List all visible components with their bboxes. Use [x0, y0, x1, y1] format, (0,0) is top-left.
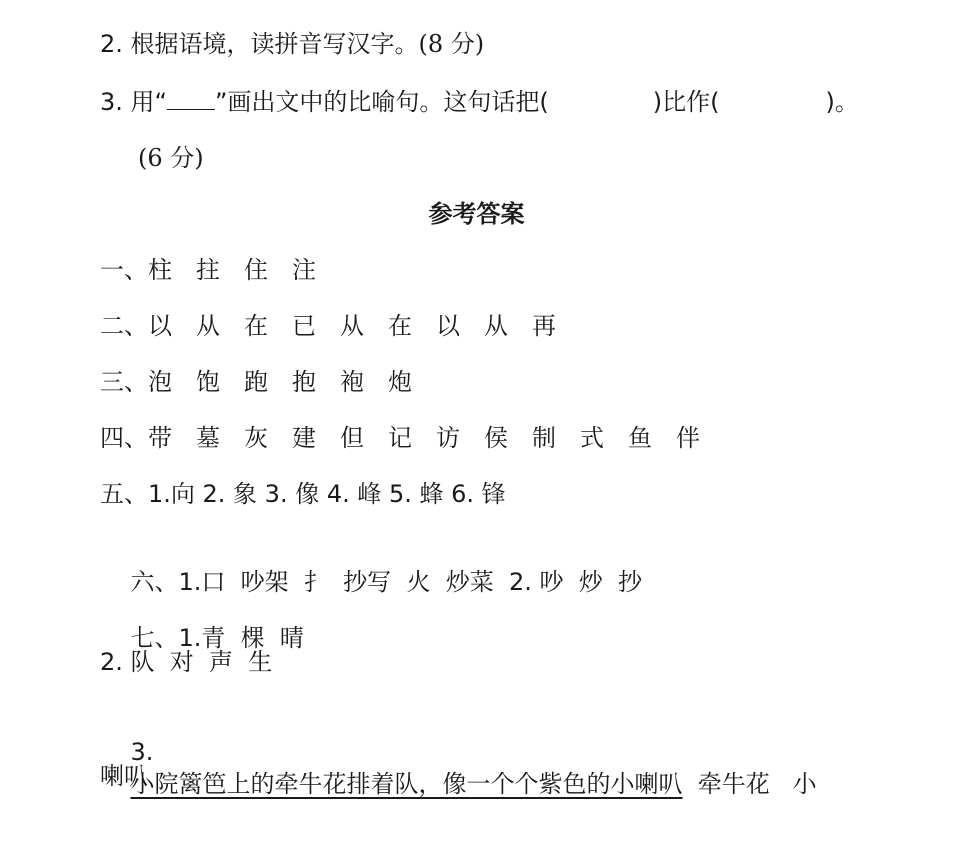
answer-char: 饱: [196, 368, 220, 396]
answer-5-label: 五、: [100, 480, 148, 508]
answer-char: 在: [244, 312, 268, 340]
question-3-number: 3.: [100, 88, 123, 116]
answer-char: 抱: [292, 368, 316, 396]
answer-2: [100, 310, 556, 342]
answer-7-part-3-rest: 牵牛花 小: [682, 770, 817, 798]
answer-char: 以: [436, 312, 460, 340]
answer-char: 柱: [148, 256, 172, 284]
question-2-number: 2.: [100, 30, 123, 58]
answer-char: 记: [388, 424, 412, 452]
answer-2-label: 二、: [100, 312, 148, 340]
answer-3: [100, 366, 412, 398]
answer-char: 墓: [196, 424, 220, 452]
answer-char: 访: [436, 424, 460, 452]
question-2: [100, 28, 484, 60]
answer-5-text: 1.向 2. 象 3. 像 4. 峰 5. 蜂 6. 锋: [148, 480, 506, 508]
answer-char: 以: [148, 312, 172, 340]
answer-char: 但: [340, 424, 364, 452]
answer-char: 泡: [148, 368, 172, 396]
answer-1-label: 一、: [100, 256, 148, 284]
answer-char: 跑: [244, 368, 268, 396]
answer-char: 再: [532, 312, 556, 340]
answer-7-part-2: 2. 队 对 声 生: [100, 648, 273, 676]
simile-sentence: 小院篱笆上的牵牛花排着队，像一个个紫色的小喇叭: [130, 770, 683, 798]
answer-7-text: 1.青 棵 晴: [178, 624, 304, 652]
answer-7-part-3: [100, 704, 817, 832]
answer-char: 建: [292, 424, 316, 452]
answer-4-label: 四、: [100, 424, 148, 452]
answer-char: 制: [532, 424, 556, 452]
answer-char: 鱼: [628, 424, 652, 452]
question-3-text-c: )比作(: [652, 88, 720, 116]
answer-4: [100, 422, 700, 454]
answer-char: 袍: [340, 368, 364, 396]
answer-char: 注: [292, 256, 316, 284]
answer-char: 从: [484, 312, 508, 340]
answer-6-text: 1.口 吵架 扌 抄写 火 炒菜 2. 吵 炒 抄: [178, 568, 643, 596]
answer-7-part-3-number: 3.: [130, 738, 154, 766]
question-2-score: (8 分): [418, 30, 485, 58]
question-3: [100, 86, 859, 118]
underline-blank: [167, 87, 215, 110]
answers-title: 参考答案: [428, 200, 525, 228]
answer-char: 在: [388, 312, 412, 340]
question-3-text-a: 用“: [130, 88, 167, 116]
answer-5: [100, 478, 506, 510]
answer-char: 伴: [676, 424, 700, 452]
answer-char: 侯: [484, 424, 508, 452]
question-3-text-b: ”画出文中的比喻句。这句话把(: [214, 88, 549, 116]
answer-char: 已: [292, 312, 316, 340]
answer-char: 住: [244, 256, 268, 284]
answer-char: 带: [148, 424, 172, 452]
answer-3-label: 三、: [100, 368, 148, 396]
question-2-text: 根据语境，读拼音写汉字。: [130, 30, 419, 58]
answer-char: 炮: [388, 368, 412, 396]
answer-char: 式: [580, 424, 604, 452]
answer-char: 从: [196, 312, 220, 340]
answer-1: [100, 254, 316, 286]
answer-char: 从: [340, 312, 364, 340]
answer-char: 拄: [196, 256, 220, 284]
answer-7-part-3-wrap: 喇叭: [100, 762, 148, 790]
answer-char: 灰: [244, 424, 268, 452]
question-3-score: (6 分): [138, 144, 204, 172]
answer-6-label: 六、: [130, 568, 179, 596]
answer-7-label: 七、: [130, 624, 179, 652]
question-3-text-d: )。: [825, 88, 859, 116]
